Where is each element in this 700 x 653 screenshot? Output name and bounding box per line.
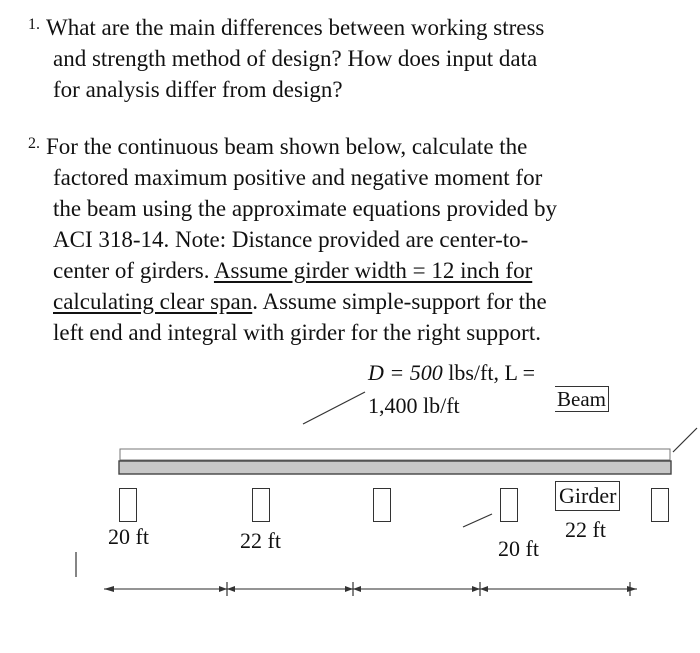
tick-1-arrow-out — [227, 586, 235, 592]
question-2-line-2: factored maximum positive and negative moment for — [53, 165, 543, 190]
tick-2-arrow-out — [353, 586, 361, 592]
girder-3 — [373, 488, 391, 522]
load-leader-line — [303, 392, 365, 424]
dead-load-value: = 500 — [383, 360, 443, 385]
question-1-line-3: for analysis differ from design? — [53, 77, 343, 102]
dead-load-unit: lbs/ft, L = — [442, 360, 536, 385]
question-2-line-7: left end and integral with girder for the right support. — [53, 320, 541, 345]
question-1-number: 1. — [28, 16, 40, 33]
span-label-3: 20 ft — [498, 536, 539, 561]
girder-4 — [500, 488, 518, 522]
span-label-1: 20 ft — [108, 524, 149, 549]
tick-3-arrow-out — [480, 586, 488, 592]
tick-1-arrow-in — [219, 586, 227, 592]
tick-3-arrow-in — [472, 586, 480, 592]
girder-width-assumption: Assume girder width = 12 inch for — [213, 258, 533, 283]
girder-1 — [119, 488, 137, 522]
girder-label: Girder — [555, 481, 620, 511]
question-1-line-1: What are the main differences between working stress — [46, 15, 545, 40]
dead-load-symbol: D — [368, 360, 384, 385]
question-2-line-3: the beam using the approximate equations provided by — [53, 196, 557, 221]
girder-2 — [252, 488, 270, 522]
span-label-2: 22 ft — [240, 528, 281, 553]
beam-bar — [119, 461, 671, 474]
beam-label: Beam — [555, 386, 609, 412]
span-label-4: 22 ft — [565, 517, 606, 542]
question-2-line-4: ACI 318-14. Note: Distance provided are center-to- — [53, 227, 529, 252]
question-1-line-2: and strength method of design? How does input data — [53, 46, 538, 71]
girder-leader-line — [463, 514, 492, 527]
dead-load-label — [368, 360, 535, 386]
live-load-label: 1,400 lb/ft — [368, 393, 460, 418]
slab-outline — [120, 449, 670, 460]
beam-leader-line — [673, 428, 697, 452]
question-2-line-6-text: . Assume simple-support for the — [252, 289, 547, 314]
dimension-arrow-left — [104, 586, 114, 592]
question-2-line-1: For the continuous beam shown below, calculate the — [46, 134, 528, 159]
dimension-arrow-right — [627, 586, 637, 592]
tick-2-arrow-in — [345, 586, 353, 592]
clear-span-assumption: calculating clear span — [53, 289, 253, 314]
question-2-number: 2. — [28, 135, 40, 152]
girder-5 — [651, 488, 669, 522]
question-2-line-5-text: center of girders. — [53, 258, 214, 283]
